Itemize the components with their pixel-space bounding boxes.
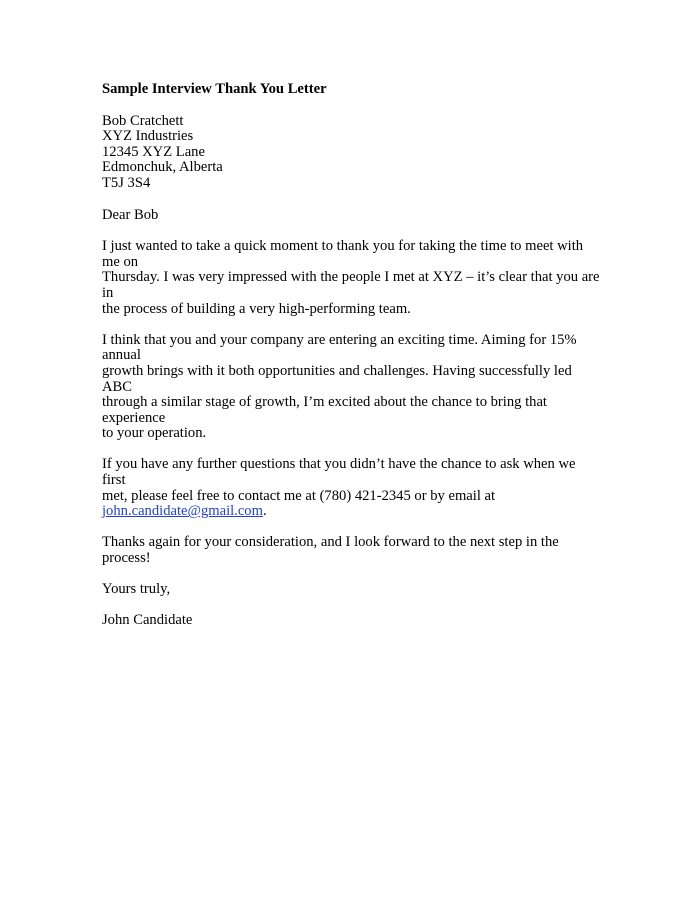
signature-block xyxy=(102,613,602,629)
recipient-street: 12345 XYZ Lane xyxy=(102,143,205,160)
closing xyxy=(102,582,602,598)
recipient-name: Bob Cratchett xyxy=(102,112,184,129)
paragraph-line: I think that you and your company are entering an exciting time. Aiming for 15% annual xyxy=(102,331,577,364)
letter-title: Sample Interview Thank You Letter xyxy=(102,81,327,97)
paragraph-line: Thanks again for your consideration, and I look forward to the next step in the process! xyxy=(102,534,559,567)
paragraph-closing-thanks xyxy=(102,535,602,566)
closing-phrase: Yours truly, xyxy=(102,581,171,598)
letter-body xyxy=(102,82,602,645)
paragraph-line: to your operation. xyxy=(102,425,207,442)
paragraph-line: Thursday. I was very impressed with the people I met at XYZ – it’s clear that you are in xyxy=(102,269,600,301)
email-suffix: . xyxy=(262,503,267,520)
paragraph-line: met, please feel free to contact me at (780) 421-2345 or by email at xyxy=(102,487,496,504)
paragraph-line: the process of building a very high-performing team. xyxy=(102,300,411,317)
paragraph-line: through a similar stage of growth, I’m excited about the chance to bring that experience xyxy=(102,394,547,426)
paragraph-line: If you have any further questions that you didn’t have the chance to ask when we first xyxy=(102,456,576,489)
recipient-company: XYZ Industries xyxy=(102,128,194,145)
email-link[interactable]: john.candidate@gmail.com xyxy=(102,503,263,520)
paragraph-line: growth brings with it both opportunities and challenges. Having successfully led ABC xyxy=(102,362,572,395)
salutation: Dear Bob xyxy=(102,206,159,223)
recipient-postal: T5J 3S4 xyxy=(102,174,151,191)
paragraph-contact xyxy=(102,457,602,519)
paragraph-thanks xyxy=(102,239,602,317)
recipient-city: Edmonchuk, Alberta xyxy=(102,159,223,176)
signature-name: John Candidate xyxy=(102,612,193,629)
recipient-address xyxy=(102,114,602,192)
paragraph-line xyxy=(102,504,602,520)
paragraph-company xyxy=(102,333,602,442)
paragraph-line: I just wanted to take a quick moment to thank you for taking the time to meet with me on xyxy=(102,238,584,270)
